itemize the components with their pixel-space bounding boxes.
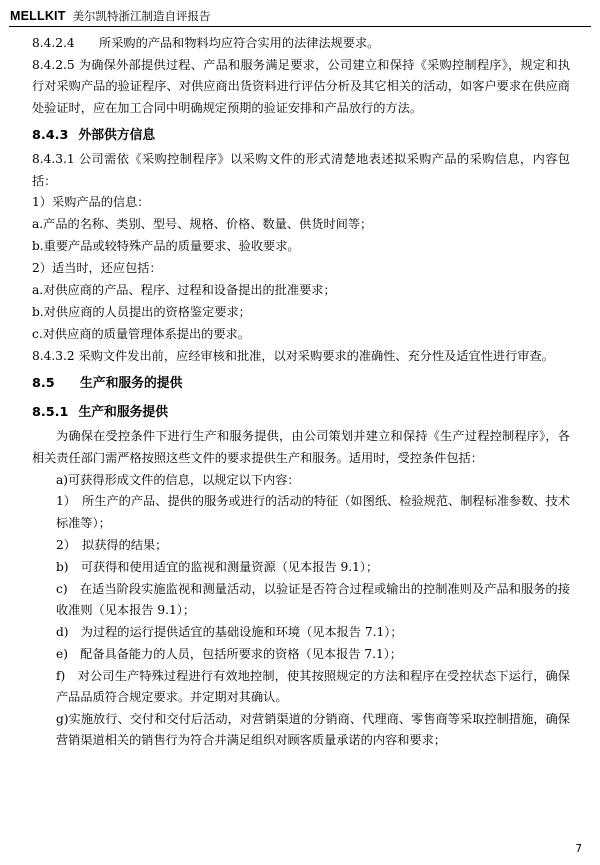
heading-8-5-1 [32,400,570,425]
list-item-2c: c.对供应商的质量管理体系提出的要求。 [32,326,250,341]
clause-8-4-2-5: 8.4.2.5 为确保外部提供过程、产品和服务满足要求，公司建立和保持《采购控制程序》，规定和执行对采购产品的验证程序、对供应商出货资料进行评估分析及其它相关的活动，如客户要求在供应商处验证时，应在加工合同中明确规定预期的验证安排和产品放行的方法。 [32,57,570,115]
list-item-a-2: 2） 拟获得的结果； [56,537,168,552]
header-divider [9,26,591,27]
heading-8-4-3-text: 外部供方信息 [78,128,156,144]
heading-8-5-number: 8.5 [32,376,55,392]
clause-8-5-1-intro: 为确保在受控条件下进行生产和服务提供，由公司策划并建立和保持《生产过程控制程序》，各相关责任部门需严格按照这些文件的要求提供生产和服务。适用时，受控条件包括： [32,429,570,465]
heading-8-5-1-text: 生产和服务提供 [78,405,169,421]
list-item-2: 2）适当时，还应包括： [32,261,162,276]
heading-8-4-3-number: 8.4.3 [32,128,69,144]
heading-8-5-1-number: 8.5.1 [32,405,69,421]
list-item-1a: a.产品的名称、类别、型号、规格、价格、数量、供货时间等； [32,217,373,232]
header-title: 美尔凯特浙江制造自评报告 [72,9,211,23]
list-item-2a: a.对供应商的产品、程序、过程和设备提出的批准要求； [32,283,336,298]
clause-8-4-3-2: 8.4.3.2 采购文件发出前，应经审核和批准，以对采购要求的准确性、充分性及适宜性进行审查。 [32,348,554,363]
page-number: 7 [575,843,582,855]
list-item-d: d) 为过程的运行提供适宜的基础设施和环境（见本报告 7.1）； [56,624,403,639]
list-item-1b: b.重要产品或较特殊产品的质量要求、验收要求。 [32,239,300,254]
list-item-c: c) 在适当阶段实施监视和测量活动，以验证是否符合过程或输出的控制准则及产品和服务的接收准则（见本报告 9.1）； [56,581,570,617]
brand-logo: MELLKIT [10,9,66,23]
heading-8-5-text: 生产和服务的提供 [80,376,183,392]
document-body [32,33,570,752]
clause-8-4-2-4: 8.4.2.4 所采购的产品和物料均应符合实用的法律法规要求。 [32,36,380,50]
list-item-a-1: 1） 所生产的产品、提供的服务或进行的活动的特征（如图纸、检验规范、制程标准参数、技术标准等）； [56,494,570,530]
list-item-f: f) 对公司生产特殊过程进行有效地控制，使其按照规定的方法和程序在受控状态下运行，确保产品品质符合规定要求。并定期对其确认。 [56,668,570,705]
list-item-1: 1）采购产品的信息： [32,195,150,210]
clause-8-4-3-1: 8.4.3.1 公司需依《采购控制程序》以采购文件的形式清楚地表述拟采购产品的采购信息，内容包括： [32,152,570,188]
page-header [10,8,590,28]
list-item-e: e) 配备具备能力的人员，包括所要求的资格（见本报告 7.1）； [56,646,402,661]
heading-8-5 [32,371,570,396]
list-item-g: g)实施放行、交付和交付后活动，对营销渠道的分销商、代理商、零售商等采取控制措施，确保营销渠道相关的销售行为符合并满足组织对顾客质量承诺的内容和要求； [56,711,570,748]
list-item-b: b) 可获得和使用适宜的监视和测量资源（见本报告 9.1）； [56,559,379,574]
heading-8-4-3 [32,123,570,148]
list-item-a: a)可获得形成文件的信息，以规定以下内容： [56,472,300,487]
list-item-2b: b.对供应商的人员提出的资格鉴定要求； [32,304,251,319]
